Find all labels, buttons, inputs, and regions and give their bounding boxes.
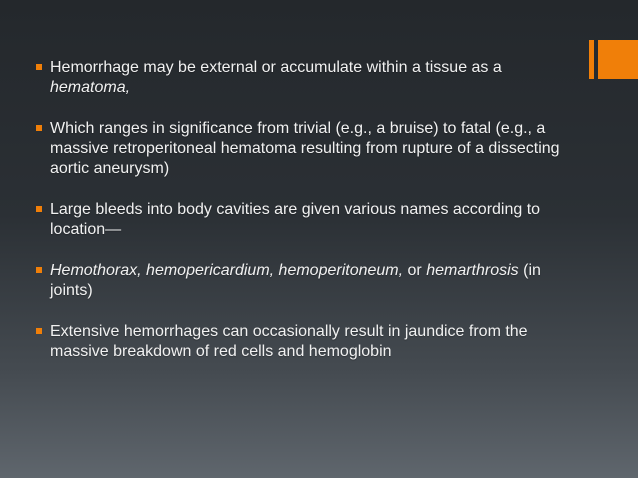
bullet-item-4 — [36, 261, 581, 301]
text-segment: or — [403, 262, 427, 279]
italic-text-segment: hemarthrosis — [426, 262, 519, 279]
accent-bar-thin — [589, 40, 594, 79]
text-segment: Which ranges in significance from trivial (e.g., a bruise) to fatal (e.g., a massive retroperitoneal hematoma resulting from rupture of a dissecting aortic aneurysm) — [50, 120, 560, 177]
accent-bar-thick — [598, 40, 638, 79]
bullet-item-3 — [36, 200, 581, 240]
bullet-text — [50, 58, 581, 98]
bullet-item-1 — [36, 58, 581, 98]
bullet-item-2 — [36, 119, 581, 179]
bullet-text — [50, 200, 581, 240]
bullet-list — [36, 58, 581, 362]
text-segment: (in joints) — [50, 262, 541, 299]
bullet-text — [50, 261, 581, 301]
bullet-text — [50, 322, 581, 362]
bullet-item-5 — [36, 322, 581, 362]
text-segment: Hemorrhage may be external or accumulate within a tissue as a — [50, 59, 502, 76]
italic-text-segment: hematoma, — [50, 79, 131, 96]
bullet-text — [50, 119, 581, 179]
text-segment: Extensive hemorrhages can occasionally result in jaundice from the massive breakdown of red cells and hemoglobin — [50, 323, 528, 360]
text-segment: Large bleeds into body cavities are given various names according to location— — [50, 201, 541, 238]
square-bullet-icon — [36, 328, 42, 334]
square-bullet-icon — [36, 64, 42, 70]
square-bullet-icon — [36, 267, 42, 273]
square-bullet-icon — [36, 125, 42, 131]
square-bullet-icon — [36, 206, 42, 212]
italic-text-segment: Hemothorax, hemopericardium, hemoperitoneum, — [50, 262, 404, 279]
